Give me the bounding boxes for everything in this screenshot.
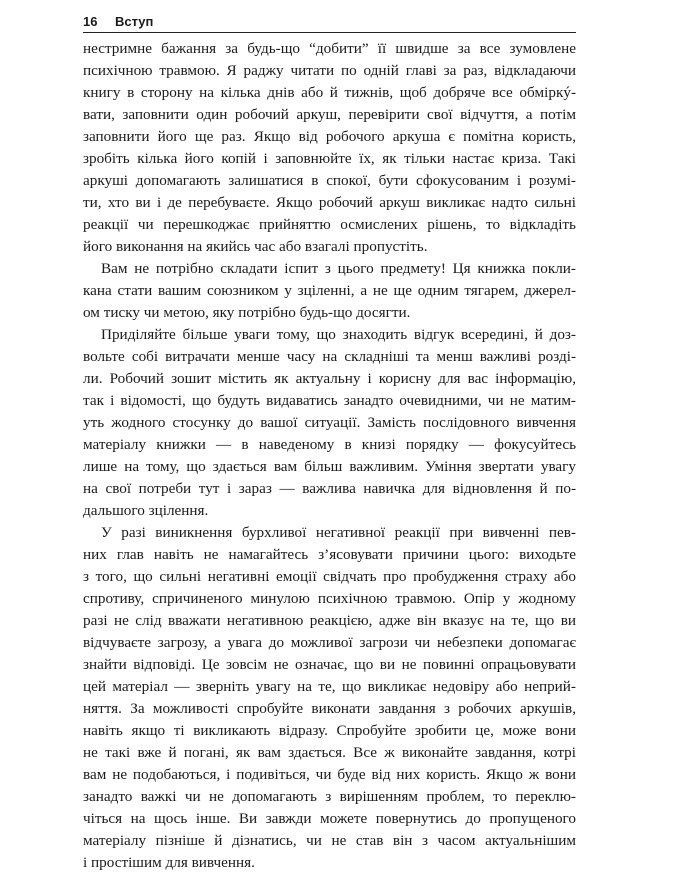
page-number: 16 — [83, 14, 98, 29]
text-line: уть жодного стосунку до вашої ситуації. Замість послідовного вивчення — [83, 414, 576, 431]
text-line: нестримне бажання за будь-що “добити” її швидше за все зумовлене — [83, 40, 576, 57]
text-line: Приділяйте більше уваги тому, що знаходить відгук всередині, й доз- — [101, 326, 576, 343]
text-line: реакції чи перешкоджає прийняттю осмислених рішень, то відкладіть — [83, 216, 576, 233]
paragraph — [83, 324, 576, 522]
body-text — [83, 38, 576, 874]
text-line: навіть якщо ті викликають відразу. Спробуйте зробити це, може вони — [83, 722, 576, 739]
text-line: на свої потреби тут і зараз — важлива навичка для відновлення й по- — [83, 480, 576, 497]
text-line: разі не слід вважати негативною реакцією, адже він вказує на те, що ви — [83, 612, 576, 629]
text-line: вати, заповнити один робочий аркуш, перевірити свої відчуття, а потім — [83, 106, 576, 123]
text-line: няття. За можливості спробуйте виконати завдання з робочих аркушів, — [83, 700, 576, 717]
text-line: лише на тому, що здається вам більш важливим. Уміння звертати увагу — [83, 458, 576, 475]
text-line: матеріалу книжки — в наведеному в книзі порядку — фокусуйтесь — [83, 436, 576, 453]
paragraph — [83, 522, 576, 874]
text-line: спротиву, спричиненого минулою психічною травмою. Опір у жодному — [83, 590, 576, 607]
text-line: вам не подобаються, і подивіться, чи буде від них користь. Якщо ж вони — [83, 766, 576, 783]
text-line: відчуваєте загрозу, а увага до можливої загрози чи небезпеки допомагає — [83, 634, 576, 651]
text-line: цей матеріал — зверніть увагу на те, що викликає недовіру або неприй- — [83, 678, 576, 695]
text-line: вольте собі витрачати менше часу на складніші та менш важливі розді- — [83, 348, 576, 365]
running-header — [83, 12, 576, 33]
text-line: ти, хто ви і де перебуваєте. Якщо робочий аркуш викликає надто сильні — [83, 194, 576, 211]
text-line: ли. Робочий зошит містить як актуальну і корисну для вас інформацію, — [83, 370, 576, 387]
text-line: книгу в сторону на кілька днів або й тижнів, щоб добряче все обміркý- — [83, 84, 576, 101]
text-line: не такі вже й погані, як вам здається. Все ж виконайте завдання, котрі — [83, 744, 576, 761]
paragraph — [83, 258, 576, 324]
text-line: його виконання на якийсь час або взагалі пропустіть. — [83, 238, 428, 255]
text-line: так і відомості, що будуть видаватись занадто очевидними, чи не матим- — [83, 392, 576, 409]
text-line: чіться на щось інше. Ви завжди можете повернутись до пропущеного — [83, 810, 576, 827]
text-line: знайти відповіді. Це зовсім не означає, що ви не повинні опрацьовувати — [83, 656, 576, 673]
text-line: У разі виникнення бурхливої негативної реакції при вивченні пев- — [101, 524, 576, 541]
text-line: занадто важкі чи не допомагають з вирішенням проблем, то переклю- — [83, 788, 576, 805]
text-line: кана стати вашим союзником у зціленні, а не ще одним тягарем, джерел- — [83, 282, 576, 299]
text-line: з того, що сильні негативні емоції свідчать про пробудження страху або — [83, 568, 576, 585]
text-line: ом тиску чи метою, яку потрібно будь-що досягти. — [83, 304, 411, 321]
text-line: заповнити його ще раз. Якщо від робочого аркуша є помітна користь, — [83, 128, 576, 145]
text-line: матеріалу пізніше й дізнатись, чи не став він з часом актуальнішим — [83, 832, 576, 849]
text-line: зробіть кілька його копій і заповнюйте їх, як тільки настає криза. Такі — [83, 150, 576, 167]
text-line: Вам не потрібно складати іспит з цього предмету! Ця книжка покли- — [101, 260, 576, 277]
text-line: аркуші допомагають залишатися в спокої, бути сфокусованим і розумі- — [83, 172, 576, 189]
paragraph — [83, 38, 576, 258]
text-line: дальшого зцілення. — [83, 502, 209, 519]
text-line: психічною травмою. Я раджу читати по одній главі за раз, відкладаючи — [83, 62, 576, 79]
section-title: Вступ — [115, 14, 154, 29]
text-line: них глав навіть не намагайтесь з’ясовувати причини цього: виходьте — [83, 546, 576, 563]
text-line: і простішим для вивчення. — [83, 854, 255, 871]
